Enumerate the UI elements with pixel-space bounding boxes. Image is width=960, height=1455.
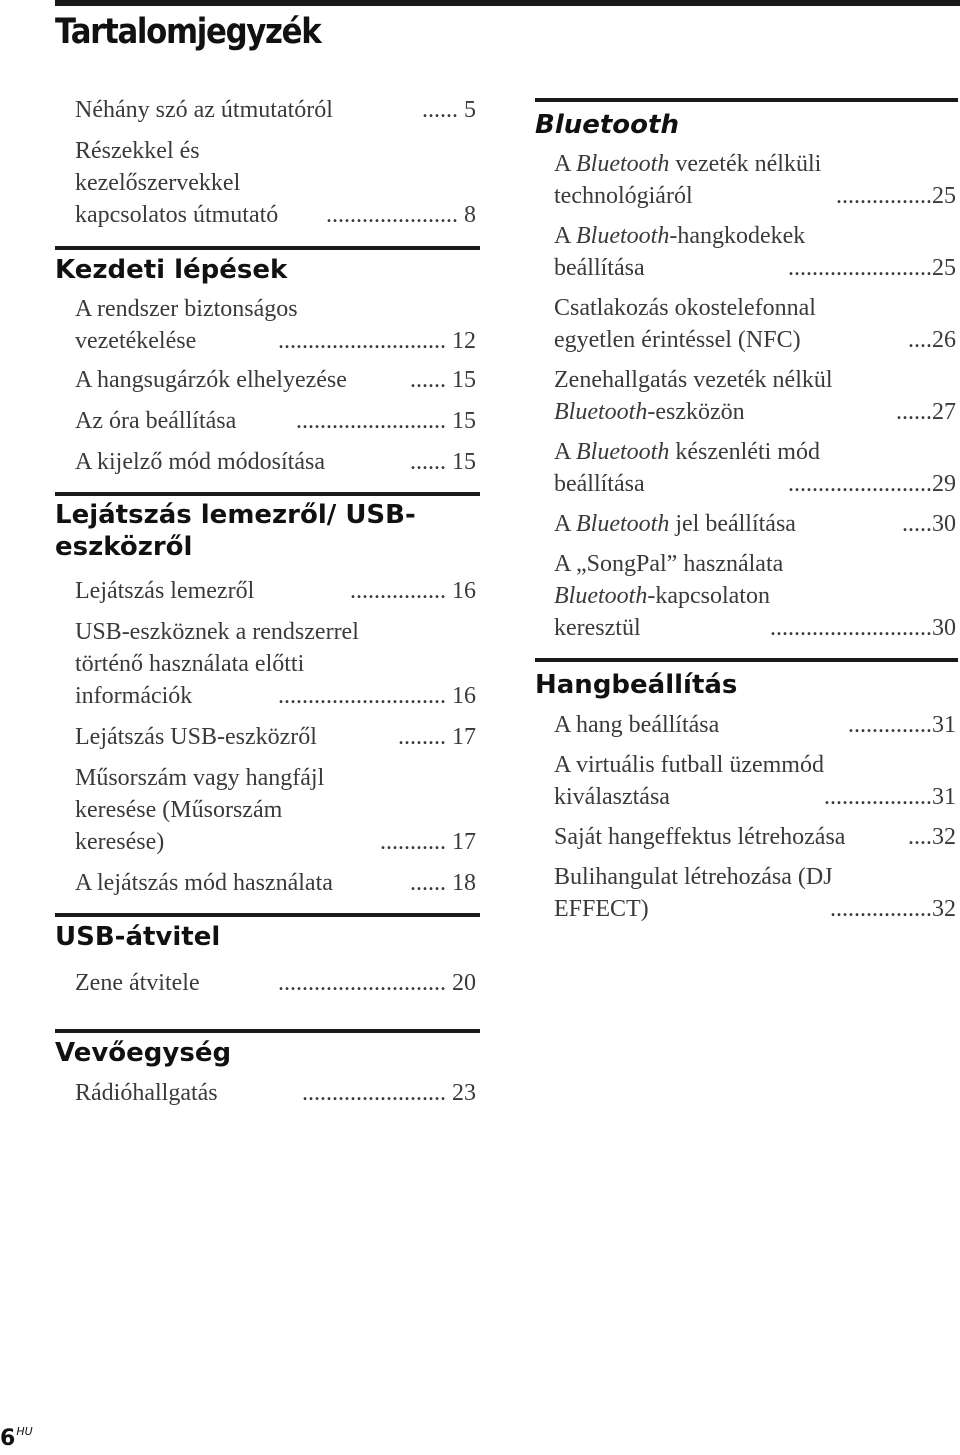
section-heading: Lejátszás lemezről/ USB-eszközről xyxy=(55,500,416,562)
toc-entry-text: Rádióhallgatás xyxy=(75,1080,218,1106)
toc-entry-text: Bulihangulat létrehozása (DJ EFFECT) xyxy=(554,864,833,922)
toc-entry[interactable] xyxy=(55,721,480,753)
toc-entry-page: ...... 5 xyxy=(420,94,476,126)
toc-entry-text: Műsorszám vagy hangfájl keresése (Műsorszám keresése) xyxy=(75,765,325,855)
toc-entry[interactable] xyxy=(55,405,480,437)
toc-entry-page: ............................ 12 xyxy=(276,325,476,357)
toc-entry-page: ...... 15 xyxy=(408,446,476,478)
toc-entry-page: ............................ 20 xyxy=(276,967,476,999)
toc-entry[interactable] xyxy=(535,821,958,853)
toc-entry-page: ........... 17 xyxy=(378,826,476,858)
toc-entry-page: ....32 xyxy=(906,821,956,853)
toc-entry-text: A kijelző mód módosítása xyxy=(75,449,325,475)
toc-entry-page: ....26 xyxy=(906,324,956,356)
toc-entry[interactable] xyxy=(55,616,480,712)
toc-entry-text: Zene átvitele xyxy=(75,970,200,996)
toc-left-column xyxy=(55,90,480,1109)
toc-entry-page: .................32 xyxy=(828,893,956,925)
toc-entry[interactable] xyxy=(535,709,958,741)
toc-entry-text: Részekkel és kezelőszervekkel kapcsolatos útmutató xyxy=(75,138,279,228)
toc-entry-page: ............................ 16 xyxy=(276,680,476,712)
toc-entry[interactable] xyxy=(55,575,480,607)
toc-entry-text: A Bluetooth készenléti mód beállítása xyxy=(554,439,820,497)
toc-entry-page: ................25 xyxy=(834,180,956,212)
toc-entry-text: A hang beállítása xyxy=(554,712,720,738)
page-title: Tartalomjegyzék xyxy=(55,12,321,52)
toc-entry-text: Lejátszás USB-eszközről xyxy=(75,724,317,750)
toc-entry-page: ...........................30 xyxy=(768,612,956,644)
section-heading: Vevőegység xyxy=(55,1038,232,1068)
toc-section-usb-atvitel xyxy=(55,913,480,999)
toc-entry[interactable] xyxy=(535,220,958,284)
toc-entry[interactable] xyxy=(535,292,958,356)
section-heading: Bluetooth xyxy=(535,110,679,140)
page-number: $6^{HU}$ xyxy=(0,1425,33,1451)
toc-entry-page: ..................31 xyxy=(822,781,956,813)
toc-entry[interactable] xyxy=(55,94,480,126)
toc-section-hangbeallitas xyxy=(535,658,958,925)
toc-section-vevoegyseg xyxy=(55,1029,480,1109)
toc-entry-page: ........ 17 xyxy=(396,721,476,753)
toc-entry-text: Zenehallgatás vezeték nélkül Bluetooth-eszközön xyxy=(554,367,833,425)
toc-entry[interactable] xyxy=(55,293,480,357)
toc-entry[interactable] xyxy=(535,749,958,813)
toc-entry[interactable] xyxy=(55,1077,480,1109)
toc-section-bluetooth xyxy=(535,98,958,644)
toc-section-lejatszas xyxy=(55,492,480,899)
toc-entry-page: ......................... 15 xyxy=(294,405,476,437)
toc-entry[interactable] xyxy=(55,762,480,858)
toc-entry-text: Lejátszás lemezről xyxy=(75,578,255,604)
toc-entry[interactable] xyxy=(55,867,480,899)
toc-entry-text: A „SongPal” használata Bluetooth-kapcsolaton keresztül xyxy=(554,551,784,641)
page-language-code: HU xyxy=(16,1425,33,1438)
toc-entry-text: Csatlakozás okostelefonnal egyetlen érintéssel (NFC) xyxy=(554,295,816,353)
toc-entry[interactable] xyxy=(535,508,958,540)
toc-entry-text: A Bluetooth vezeték nélküli technológiáról xyxy=(554,151,822,209)
toc-entry[interactable] xyxy=(535,148,958,212)
toc-entry-text: A hangsugárzók elhelyezése xyxy=(75,367,347,393)
section-heading: Hangbeállítás xyxy=(535,670,738,700)
toc-entry-text: A Bluetooth jel beállítása xyxy=(554,511,796,537)
toc-entry[interactable] xyxy=(55,135,480,231)
toc-entry-text: Saját hangeffektus létrehozása xyxy=(554,824,846,850)
toc-section-intro xyxy=(55,94,480,231)
toc-entry[interactable] xyxy=(535,548,958,644)
toc-entry-text: A lejátszás mód használata xyxy=(75,870,333,896)
toc-entry-page: ........................ 23 xyxy=(300,1077,476,1109)
toc-entry-text: A virtuális futball üzemmód kiválasztása xyxy=(554,752,824,810)
toc-entry-page: ...... 18 xyxy=(408,867,476,899)
section-heading: Kezdeti lépések xyxy=(55,255,288,285)
toc-entry-page: ........................25 xyxy=(786,252,956,284)
section-heading: USB-átvitel xyxy=(55,922,221,952)
toc-section-kezdeti xyxy=(55,246,480,478)
toc-entry-text: Néhány szó az útmutatóról xyxy=(75,97,333,123)
toc-entry[interactable] xyxy=(55,364,480,396)
toc-entry[interactable] xyxy=(55,967,480,999)
toc-right-column xyxy=(535,98,958,925)
toc-entry-page: ......27 xyxy=(894,396,956,428)
toc-entry-page: ........................29 xyxy=(786,468,956,500)
toc-entry-page: ..............31 xyxy=(846,709,956,741)
toc-entry-page: ................ 16 xyxy=(348,575,476,607)
toc-entry[interactable] xyxy=(535,436,958,500)
toc-entry[interactable] xyxy=(535,364,958,428)
toc-entry-page: ...... 15 xyxy=(408,364,476,396)
toc-entry[interactable] xyxy=(535,861,958,925)
toc-entry-text: USB-eszköznek a rendszerrel történő használata előtti információk xyxy=(75,619,359,709)
toc-entry-page: .....30 xyxy=(900,508,956,540)
toc-entry-page: ...................... 8 xyxy=(324,199,476,231)
top-rule xyxy=(55,0,960,6)
toc-entry-text: Az óra beállítása xyxy=(75,408,237,434)
toc-entry[interactable] xyxy=(55,446,480,478)
toc-entry-text: A rendszer biztonságos vezetékelése xyxy=(75,296,298,354)
toc-entry-text: A Bluetooth-hangkodekek beállítása xyxy=(554,223,806,281)
